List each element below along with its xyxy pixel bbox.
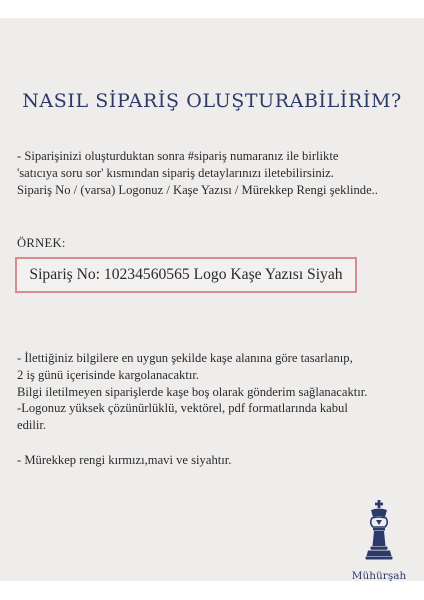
example-text: Sipariş No: 10234560565 Logo Kaşe Yazısı Siyah <box>29 266 343 283</box>
instruction-line: Sipariş No / (varsa) Logonuz / Kaşe Yazısı / Mürekkep Rengi şeklinde.. <box>17 182 378 197</box>
brand-logo <box>349 500 409 590</box>
example-box <box>15 257 357 293</box>
ink-note-line: - Mürekkep rengi kırmızı,mavi ve siyahtır. <box>17 453 232 467</box>
page-title: NASIL SİPARİŞ OLUŞTURABİLİRİM? <box>22 90 402 112</box>
note-line: edilir. <box>17 418 47 433</box>
note-line: Bilgi iletilmeyen siparişlerde kaşe boş olarak gönderim sağlanacaktır. <box>17 384 368 399</box>
note-line: - İlettiğiniz bilgilere en uygun şekilde kaşe alanına göre tasarlanıp, <box>17 351 353 365</box>
brand-name: Mühürşah <box>351 570 407 582</box>
note-line: -Logonuz yüksek çözünürlüklü, vektörel, pdf formatlarında kabul <box>17 401 348 416</box>
instruction-line: 'satıcıya soru sor' kısmından sipariş detaylarınızı iletebilirsiniz. <box>17 165 334 180</box>
instruction-line: - Siparişinizi oluşturduktan sonra #sipariş numaranız ile birlikte <box>17 149 339 163</box>
chess-king-icon <box>364 500 394 562</box>
info-card <box>0 18 424 581</box>
note-line: 2 iş günü içerisinde kargolanacaktır. <box>17 367 199 382</box>
ink-note-paragraph <box>17 452 412 469</box>
notes-paragraph <box>17 350 412 434</box>
instructions-paragraph <box>17 148 412 198</box>
example-label: ÖRNEK: <box>17 236 66 250</box>
